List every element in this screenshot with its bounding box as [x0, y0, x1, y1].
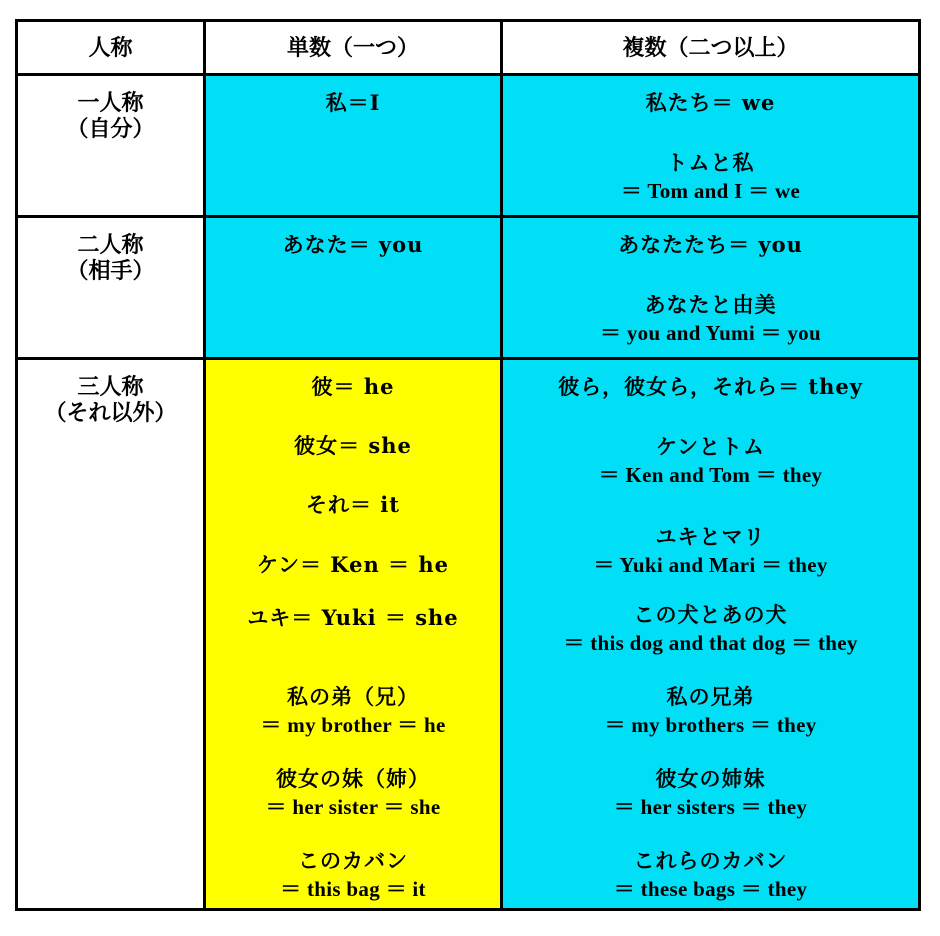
third-person-label: 三人称 （それ以外） — [44, 374, 177, 426]
entry-en: ＝ my brother ＝ he — [260, 713, 446, 737]
entry-en: ＝ Ken and Tom ＝ they — [598, 463, 823, 487]
entry — [503, 846, 918, 904]
second-person-plural-cell — [503, 218, 918, 357]
column-divider — [203, 22, 206, 908]
entry — [206, 846, 500, 904]
entry — [206, 88, 500, 117]
entry-en: ＝ my brothers ＝ they — [604, 713, 817, 737]
entry — [503, 522, 918, 580]
entry — [503, 230, 918, 259]
entry-jp: あなた＝ you — [282, 232, 424, 257]
entry-jp: 私＝I — [325, 90, 381, 115]
entry — [206, 230, 500, 259]
entry-en: ＝ these bags ＝ they — [613, 877, 808, 901]
second-person-singular-cell — [206, 218, 500, 357]
entry-en: ＝ you and Yumi ＝ you — [600, 321, 821, 345]
third-person-plural-cell — [503, 360, 918, 908]
entry — [503, 682, 918, 740]
entry — [503, 600, 918, 658]
third-person-label-cell — [18, 360, 203, 908]
entry — [206, 490, 500, 519]
first-person-plural-cell — [503, 76, 918, 215]
entry-jp: ケン＝ Ken ＝ he — [257, 552, 449, 577]
third-person-singular-cell — [206, 360, 500, 908]
row-divider — [18, 215, 918, 218]
header-singular-cell — [206, 22, 500, 73]
header-plural-cell — [503, 22, 918, 73]
entry-en: ＝ this dog and that dog ＝ they — [563, 631, 858, 655]
entry — [206, 764, 500, 822]
entry-jp: 彼＝ he — [311, 374, 395, 399]
entry-jp: 私の弟（兄） — [287, 684, 419, 709]
entry-jp: 彼女＝ she — [294, 433, 412, 458]
entry — [503, 148, 918, 206]
entry — [206, 372, 500, 401]
entry-en: ＝ Tom and I ＝ we — [620, 179, 801, 203]
first-person-singular-cell — [206, 76, 500, 215]
entry-jp: ケンとトム — [656, 434, 765, 459]
entry — [503, 432, 918, 490]
entry — [206, 550, 500, 579]
header-singular: 単数（一つ） — [286, 35, 419, 61]
second-person-label: 二人称 （相手） — [66, 232, 155, 284]
entry-jp: この犬とあの犬 — [633, 602, 788, 627]
entry — [503, 88, 918, 117]
header-person-cell — [18, 22, 203, 73]
entry-en: ＝ her sisters ＝ they — [613, 795, 808, 819]
second-person-label-cell — [18, 218, 203, 357]
entry-en: ＝ her sister ＝ she — [265, 795, 441, 819]
entry-en: ＝ this bag ＝ it — [280, 877, 426, 901]
entry-jp: それ＝ it — [306, 492, 400, 517]
row-divider — [18, 357, 918, 360]
entry — [503, 764, 918, 822]
entry-jp: あなたたち＝ you — [618, 232, 803, 257]
entry-jp: あなたと由美 — [644, 292, 777, 317]
entry-jp: これらのカバン — [633, 848, 788, 873]
entry-jp: 私の兄弟 — [666, 684, 755, 709]
entry — [503, 290, 918, 348]
entry-jp: このカバン — [298, 848, 408, 873]
entry-jp: ユキとマリ — [655, 524, 766, 549]
entry — [206, 431, 500, 460]
column-divider — [500, 22, 503, 908]
header-plural: 複数（二つ以上） — [622, 35, 799, 61]
entry-en: ＝ Yuki and Mari ＝ they — [593, 553, 828, 577]
header-person: 人称 — [88, 35, 133, 61]
first-person-label: 一人称 （自分） — [66, 90, 155, 142]
entry — [206, 682, 500, 740]
entry-jp: 彼女の姉妹 — [655, 766, 766, 791]
row-divider — [18, 73, 918, 76]
entry-jp: 私たち＝ we — [645, 90, 776, 115]
entry — [206, 603, 500, 632]
entry-jp: 彼女の妹（姉） — [276, 766, 430, 791]
entry-jp: 彼ら，彼女ら，それら＝ they — [558, 374, 863, 399]
entry-jp: ユキ＝ Yuki ＝ she — [247, 605, 459, 630]
entry — [503, 372, 918, 401]
entry-jp: トムと私 — [666, 150, 755, 175]
first-person-label-cell — [18, 76, 203, 215]
pronoun-table — [15, 19, 921, 911]
